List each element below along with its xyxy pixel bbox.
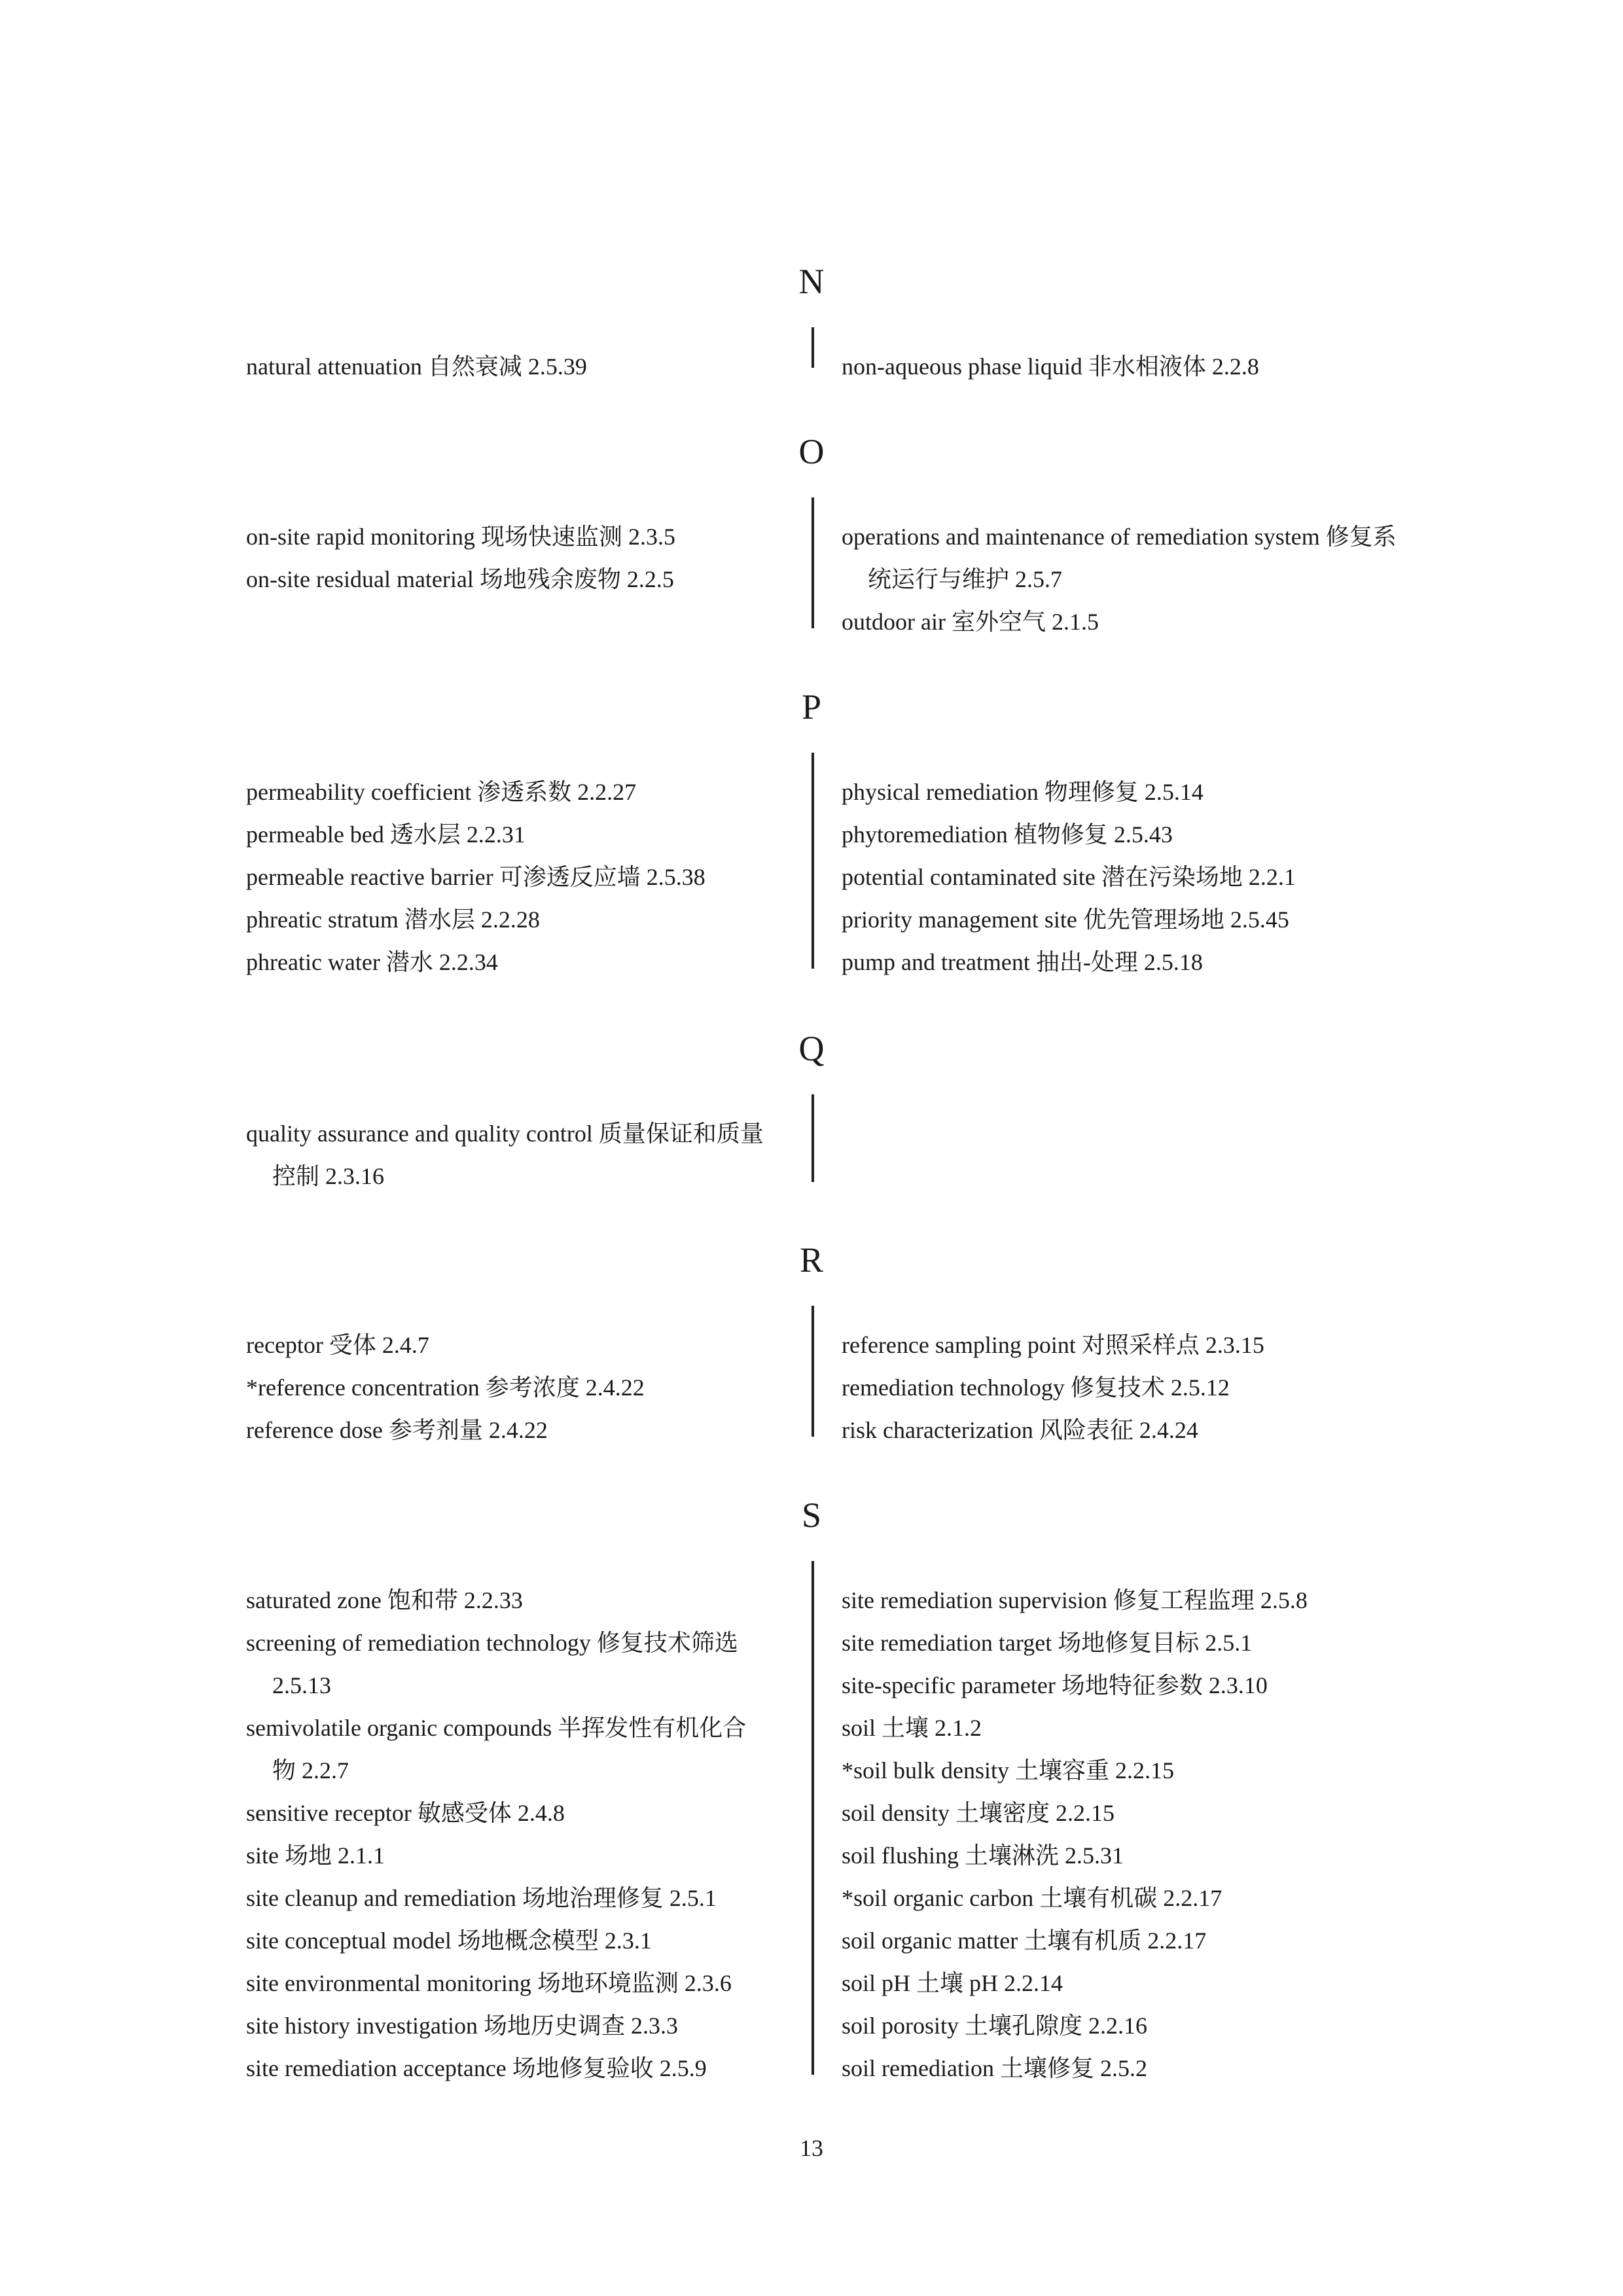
index-entry: screening of remediation technology 修复技术筛选 2.5.13 xyxy=(246,1630,738,1698)
index-entry: on-site rapid monitoring 现场快速监测 2.3.5 xyxy=(246,524,675,550)
index-entry: site-specific parameter 场地特征参数 2.3.10 xyxy=(842,1672,1268,1698)
index-entry: physical remediation 物理修复 2.5.14 xyxy=(842,779,1204,805)
index-entry: soil density 土壤密度 2.2.15 xyxy=(842,1800,1115,1826)
index-entry: permeable reactive barrier 可渗透反应墙 2.5.38 xyxy=(246,864,705,890)
index-entry: potential contaminated site 潜在污染场地 2.2.1 xyxy=(842,864,1296,890)
left-column xyxy=(246,771,770,984)
index-entry: *soil bulk density 土壤容重 2.2.15 xyxy=(842,1757,1175,1784)
index-entry: *reference concentration 参考浓度 2.4.22 xyxy=(246,1374,645,1401)
index-entry: soil 土壤 2.1.2 xyxy=(842,1715,982,1741)
index-entry: outdoor air 室外空气 2.1.5 xyxy=(842,609,1099,635)
index-entry: pump and treatment 抽出-处理 2.5.18 xyxy=(842,949,1203,975)
index-entry: site history investigation 场地历史调查 2.3.3 xyxy=(246,2013,678,2039)
index-entry: sensitive receptor 敏感受体 2.4.8 xyxy=(246,1800,565,1826)
right-column xyxy=(842,346,1404,388)
left-column xyxy=(246,1324,770,1452)
index-entry: receptor 受体 2.4.7 xyxy=(246,1332,429,1358)
index-entry: natural attenuation 自然衰减 2.5.39 xyxy=(246,353,587,380)
index-entry: permeable bed 透水层 2.2.31 xyxy=(246,821,526,848)
index-entry: semivolatile organic compounds 半挥发性有机化合物 2.2.7 xyxy=(246,1715,747,1784)
index-entry: site cleanup and remediation 场地治理修复 2.5.1 xyxy=(246,1885,717,1911)
section-letter: Q xyxy=(798,1029,825,1068)
section-letter: O xyxy=(798,432,825,471)
column-divider xyxy=(812,1094,814,1182)
index-entry: site conceptual model 场地概念模型 2.3.1 xyxy=(246,1928,652,1954)
left-column xyxy=(246,1113,770,1198)
index-entry: phytoremediation 植物修复 2.5.43 xyxy=(842,821,1173,848)
index-entry: soil flushing 土壤淋洗 2.5.31 xyxy=(842,1842,1124,1869)
right-column xyxy=(842,1579,1404,2090)
right-column xyxy=(842,771,1404,984)
left-column xyxy=(246,516,770,601)
index-entry: saturated zone 饱和带 2.2.33 xyxy=(246,1587,523,1613)
index-entry: reference dose 参考剂量 2.4.22 xyxy=(246,1417,548,1443)
section-letter: R xyxy=(799,1240,824,1280)
index-entry: phreatic stratum 潜水层 2.2.28 xyxy=(246,906,540,933)
page-number: 13 xyxy=(800,2135,823,2161)
index-entry: priority management site 优先管理场地 2.5.45 xyxy=(842,906,1289,933)
index-entry: phreatic water 潜水 2.2.34 xyxy=(246,949,498,975)
column-divider xyxy=(812,497,814,628)
section-letter: P xyxy=(801,687,822,726)
section-letter: S xyxy=(801,1496,822,1535)
column-divider xyxy=(812,327,814,368)
index-entry: permeability coefficient 渗透系数 2.2.27 xyxy=(246,779,637,805)
index-entry: soil pH 土壤 pH 2.2.14 xyxy=(842,1970,1063,1996)
index-entry: site remediation supervision 修复工程监理 2.5.8 xyxy=(842,1587,1308,1613)
index-entry: soil porosity 土壤孔隙度 2.2.16 xyxy=(842,2013,1148,2039)
index-entry: *soil organic carbon 土壤有机碳 2.2.17 xyxy=(842,1885,1222,1911)
section-letter: N xyxy=(798,262,825,301)
index-entry: soil organic matter 土壤有机质 2.2.17 xyxy=(842,1928,1207,1954)
index-entry: site remediation acceptance 场地修复验收 2.5.9 xyxy=(246,2055,707,2081)
right-column xyxy=(842,516,1404,643)
index-entry: remediation technology 修复技术 2.5.12 xyxy=(842,1374,1230,1401)
index-entry: reference sampling point 对照采样点 2.3.15 xyxy=(842,1332,1264,1358)
index-entry: quality assurance and quality control 质量保证和质量控制 2.3.16 xyxy=(246,1121,764,1189)
index-entry: risk characterization 风险表征 2.4.24 xyxy=(842,1417,1198,1443)
column-divider xyxy=(812,753,814,969)
index-entry: on-site residual material 场地残余废物 2.2.5 xyxy=(246,566,674,592)
index-entry: soil remediation 土壤修复 2.5.2 xyxy=(842,2055,1147,2081)
left-column xyxy=(246,346,770,388)
index-entry: non-aqueous phase liquid 非水相液体 2.2.8 xyxy=(842,353,1259,380)
left-column xyxy=(246,1579,770,2090)
right-column xyxy=(842,1324,1404,1452)
column-divider xyxy=(812,1306,814,1437)
index-entry: site 场地 2.1.1 xyxy=(246,1842,385,1869)
index-entry: operations and maintenance of remediation system 修复系统运行与维护 2.5.7 xyxy=(842,524,1397,592)
index-entry: site environmental monitoring 场地环境监测 2.3.6 xyxy=(246,1970,732,1996)
column-divider xyxy=(812,1561,814,2075)
index-entry: site remediation target 场地修复目标 2.5.1 xyxy=(842,1630,1253,1656)
